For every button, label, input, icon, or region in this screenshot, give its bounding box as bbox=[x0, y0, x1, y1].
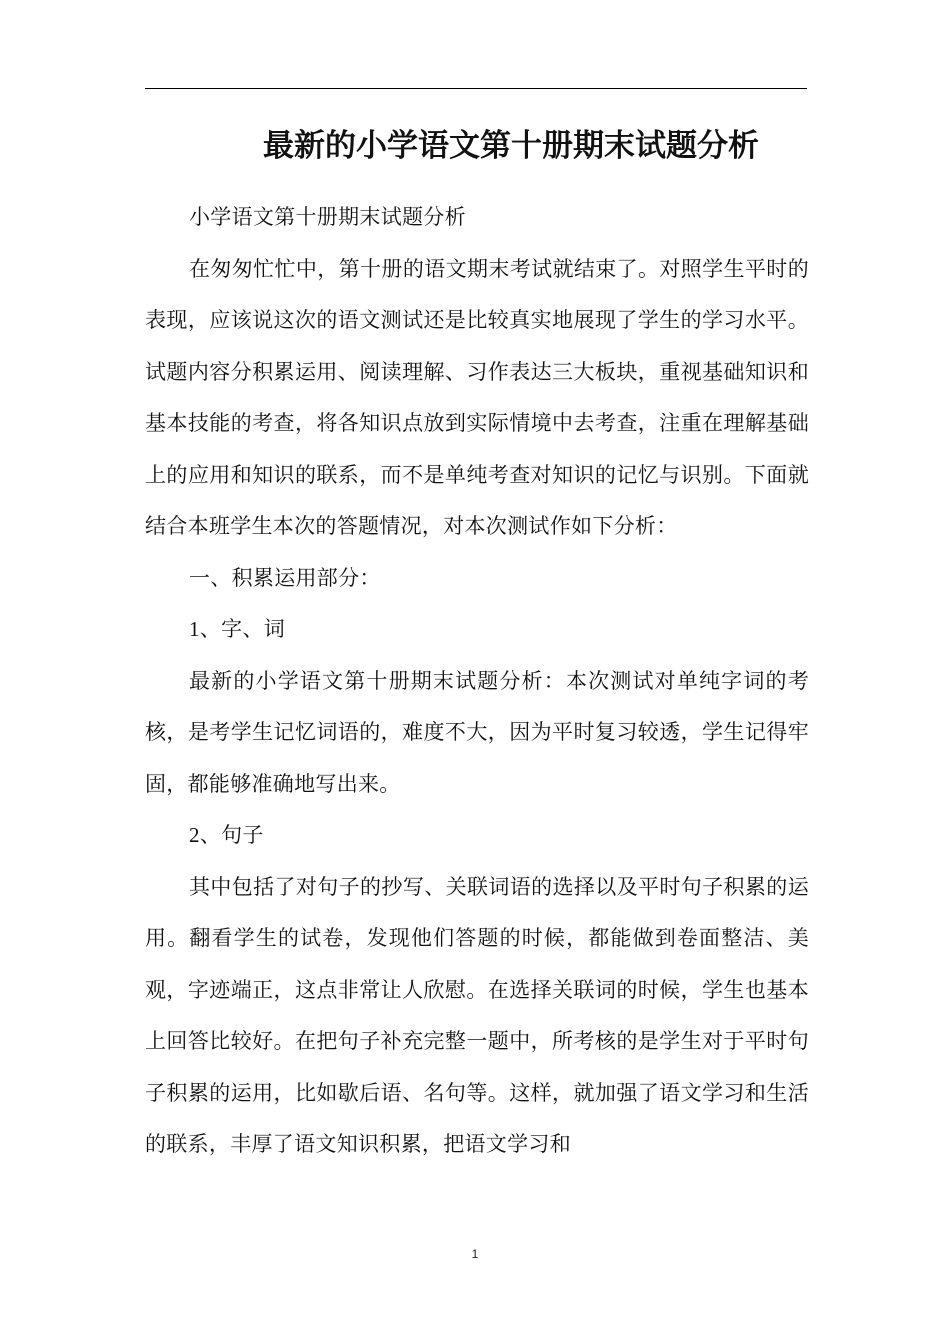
paragraph-intro: 在匆匆忙忙中，第十册的语文期末考试就结束了。对照学生平时的表现，应该说这次的语文测试还是比较真实地展现了学生的学习水平。试题内容分积累运用、阅读理解、习作表达三大板块，重视基础知识和基本技能的考查，将各知识点放到实际情境中去考查，注重在理解基础上的应用和知识的联系，而不是单纯考查对知识的记忆与识别。下面就结合本班学生本次的答题情况，对本次测试作如下分析： bbox=[145, 256, 809, 538]
subsection-heading-sentences: 2、句子 bbox=[189, 823, 264, 847]
paragraph-sentences-analysis: 其中包括了对句子的抄写、关联词语的选择以及平时句子积累的运用。翻看学生的试卷，发现他们答题的时候，都能做到卷面整洁、美观，字迹端正，这点非常让人欣慰。在选择关联词的时候，学生也基本上回答比较好。在把句子补充完整一题中，所考核的是学生对于平时句子积累的运用，比如歇后语、名句等。这样，就加强了语文学习和生活的联系，丰厚了语文知识积累，把语文学习和 bbox=[145, 874, 809, 1156]
section-heading-accumulation: 一、积累运用部分： bbox=[189, 565, 381, 590]
document-body bbox=[145, 192, 809, 1171]
subsection-heading-words: 1、字、词 bbox=[189, 617, 285, 641]
paragraph-subtitle: 小学语文第十册期末试题分析 bbox=[189, 205, 466, 229]
header-rule bbox=[145, 88, 807, 89]
paragraph-words-analysis: 最新的小学语文第十册期末试题分析：本次测试对单纯字词的考核，是考学生记忆词语的，难度不大，因为平时复习较透，学生记得牢固，都能够准确地写出来。 bbox=[145, 668, 809, 796]
page-number: 1 bbox=[471, 1247, 479, 1261]
document-title: 最新的小学语文第十册期末试题分析 bbox=[263, 128, 759, 164]
